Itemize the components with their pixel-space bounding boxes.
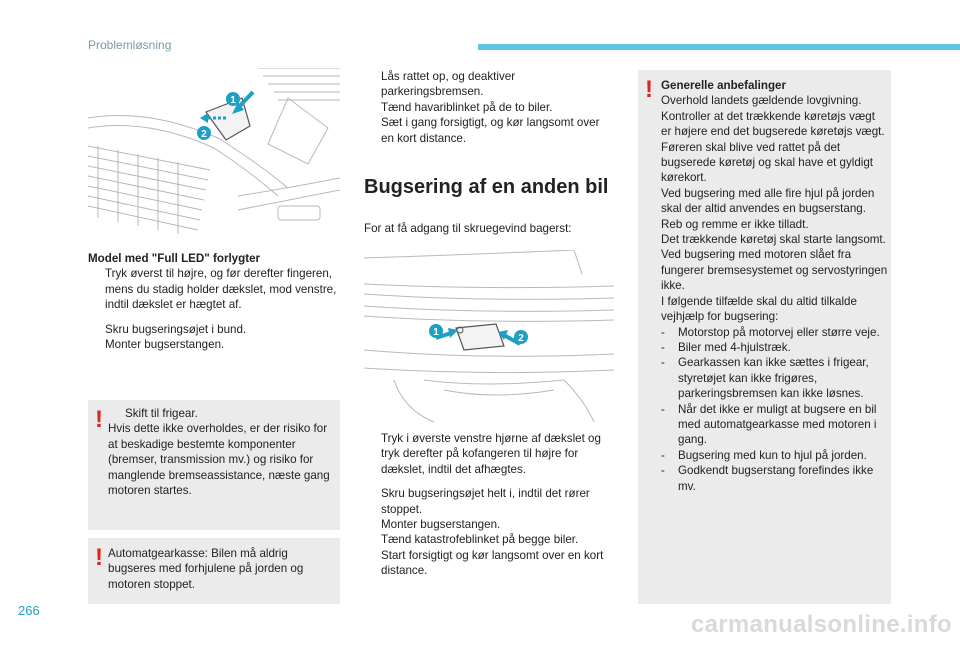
list-item: - Bugsering med kun to hjul på jorden. <box>661 448 867 462</box>
callout-1: 1 <box>230 95 236 106</box>
rear-bumper-figure <box>364 250 614 422</box>
front-bumper-figure <box>88 68 340 240</box>
warning-text: Automatgearkasse: Bilen må aldrig bugseres med forhjulene på jorden og motoren stoppet. <box>108 547 304 591</box>
list-item: - Biler med 4-hjulstræk. <box>661 340 791 354</box>
list-item: Skift til frigear. <box>125 407 198 420</box>
list-item: Tryk i øverste venstre hjørne af dækslet og tryk derefter på kofangeren til højre for dækslet, indtil det afhægtes. <box>381 432 601 476</box>
list-item: Tryk øverst til højre, og før derefter fingeren, mens du stadig holder dækslet, mod venstre, indtil dækslet er hægtet af. <box>105 267 337 312</box>
page-number: 266 <box>18 603 40 618</box>
middle-intro: For at få adgang til skruegevind bagerst: <box>364 222 572 235</box>
list-item: - Gearkassen kan ikke sættes i frigear, styretøjet kan ikke frigøres, parkeringsbremsen kan ikke løsnes. <box>661 356 869 401</box>
section-title: Bugsering af en anden bil <box>364 176 609 198</box>
list-item: - Når det ikke er muligt at bugsere en bil med automatgearkasse med motoren i gang. <box>661 402 877 447</box>
recommendations-heading: Generelle anbefalinger <box>661 79 787 92</box>
list-item: Sæt i gang forsigtigt, og kør langsomt over en kort distance. <box>381 116 600 145</box>
warning-icon: ! <box>95 406 103 433</box>
list-item: Monter bugserstangen. <box>381 518 501 532</box>
page-header-title: Problemløsning <box>88 38 172 52</box>
rear-bumper-cover-icon <box>456 324 504 350</box>
header-accent-bar <box>478 44 960 50</box>
list-item: - Godkendt bugserstang forefindes ikke mv. <box>661 464 874 493</box>
callout-2: 2 <box>518 333 524 344</box>
warning-box-neutral <box>88 400 340 530</box>
recommendation-text: Det trækkende køretøj skal starte langsomt. <box>661 233 886 247</box>
list-item: Tænd katastrofeblinket på begge biler. <box>381 533 579 547</box>
list-item: Tænd havariblinket på de to biler. <box>381 100 553 114</box>
left-heading: Model med "Full LED" forlygter <box>88 252 261 265</box>
warning-icon: ! <box>645 76 653 103</box>
list-item: - Motorstop på motorvej eller større veje. <box>661 325 880 339</box>
middle-column-top <box>364 69 614 146</box>
warning-icon: ! <box>95 544 103 571</box>
warning-text: Hvis dette ikke overholdes, er der risiko for at beskadige bestemte komponenter (bremser, transmission mv.) og risiko for manglende bremseassistance, næste gang motoren startes. <box>108 422 330 498</box>
warning-box-automatic <box>88 538 340 604</box>
list-item: Lås rattet op, og deaktiver parkeringsbremsen. <box>381 70 516 99</box>
recommendation-text: Ved bugsering med alle fire hjul på jorden skal der altid anvendes en bugserstang. Reb og remme er ikke tilladt. <box>661 186 875 231</box>
list-item: Skru bugseringsøjet helt i, indtil det rører stoppet. <box>381 487 590 516</box>
callout-2: 2 <box>201 129 207 140</box>
callout-1: 1 <box>433 327 439 338</box>
list-item: Start forsigtigt og kør langsomt over en kort distance. <box>381 548 604 578</box>
left-column <box>88 251 342 352</box>
general-recommendations-box <box>638 70 891 604</box>
recommendation-text: Kontroller at det trækkende køretøjs vægt er højere end det bugserede køretøjs vægt. <box>661 109 885 139</box>
watermark: carmanualsonline.info <box>690 611 952 638</box>
recommendation-text: Ved bugsering med motoren slået fra fungerer bremsesystemet og servostyringen ikke. <box>661 248 888 293</box>
recommendation-text: I følgende tilfælde skal du altid tilkalde vejhjælp for bugsering: <box>661 294 857 324</box>
list-item: Skru bugseringsøjet i bund. <box>105 322 247 336</box>
middle-column-bottom <box>364 431 616 579</box>
recommendation-text: Overhold landets gældende lovgivning. <box>661 94 862 108</box>
recommendation-text: Føreren skal blive ved rattet på det bugserede køretøj og skal have et gyldigt kørekort. <box>661 140 874 185</box>
list-item: Monter bugserstangen. <box>105 338 225 352</box>
